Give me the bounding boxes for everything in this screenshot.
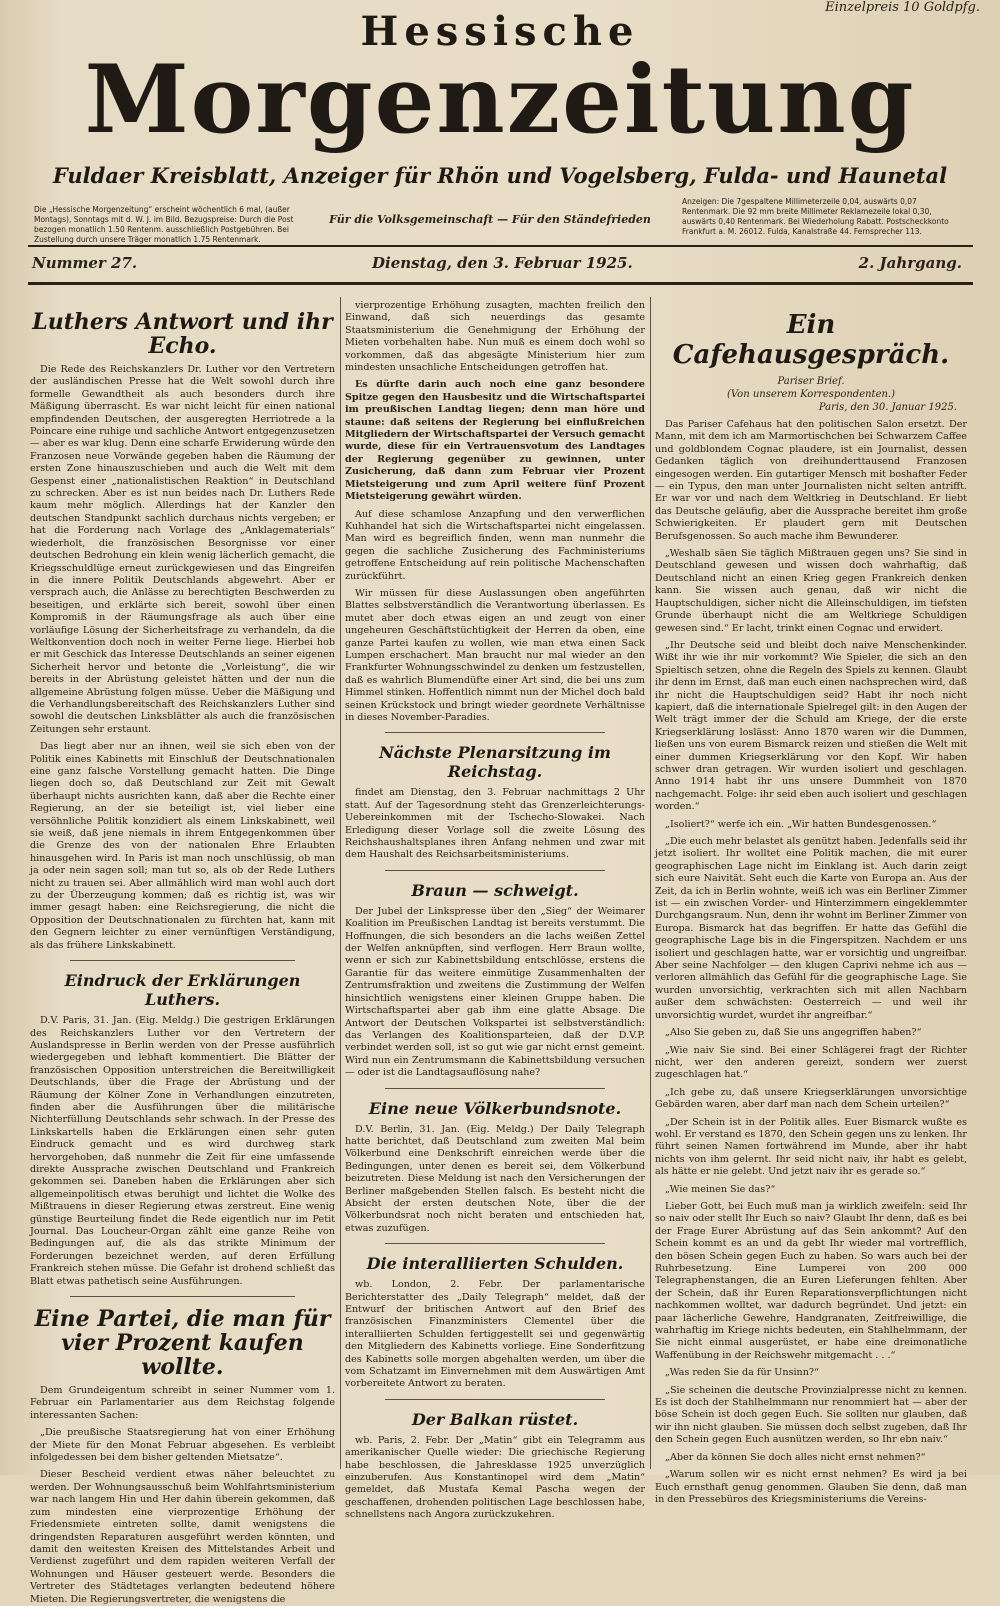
- column-2: [345, 300, 645, 1521]
- masthead-title: Morgenzeitung: [84, 45, 916, 155]
- article-paragraph: „Ich gebe zu, daß unsere Kriegserklärungen unvorsichtige Gebärden waren, aber darf man nach dem Schein urteilen?“: [655, 1086, 967, 1111]
- article-paragraph: „Weshalb säen Sie täglich Mißtrauen gegen uns? Sie sind in Deutschland gewesen und wissen doch wahrhaftig, daß Deutschland nicht an einen Krieg gegen Frankreich denken kann. Sie wissen auch genau, daß wir nicht die Hauptschuldigen, sicher nicht die Alleinschuldigen, im tiefsten Grunde überhaupt nicht die am Weltkriege Schuldigen gewesen sind.“ Er lacht, trinkt einen Cognac und erwidert.: [655, 548, 967, 634]
- article-paragraph: Dieser Bescheid verdient etwas näher beleuchtet zu werden. Der Wohnungsausschuß beim Wohlfahrtsministerium war nach langem Hin und Her dahin überein gekommen, daß zum mindesten eine vierprozentige Erhöhung der Friedensmiete eintreten sollte, damit wenigstens die dringendsten Reparaturen ausgeführt werden könnten, und damit den weitesten Kreisen des Mittelstandes Arbeit und Verdienst zugeführt und dem rapiden weiteren Verfall der Wohnungen und Häuser gesteuert werde. Besonders die Vertreter des Städtetages verlangten bedeutend höhere Mieten. Die Regierungsvertreter, die wenigstens die: [30, 1469, 335, 1605]
- article-paragraph: Lieber Gott, bei Euch muß man ja wirklich zweifeln: seid Ihr so naiv oder stellt Ihr Euch so naiv? Glaubt Ihr denn, daß es bei der Frage Eurer Abrüstung auf das Sein ankommt? Auf den Schein kommt es an und da gebt Ihr wieder mal vortrefflich, den bösen Schein gegen Euch zu haben. So wars auch bei der Ruhrbesetzung. Eine Lumperei von 200 000 Telegraphenstangen, die an Euren Lieferungen fehlten. Aber der Schein, daß ihr Euren Reparationsverpflichtungen nicht nachkommen wolltet, war dadurch begründet. Und jetzt: ein paar lächerliche Gewehre, Handgranaten, Zeitfreiwillige, die wahrhaftig im Kriege nichts bedeuten, ein Stahlhelmmann, der Sie nicht einmal ausgerüstet, er habe eine dreimonatliche Waffenübung in der Reichswehr mitgemacht . . .“: [655, 1200, 967, 1361]
- article-separator: [385, 732, 605, 733]
- article-title: Der Balkan rüstet.: [411, 1409, 579, 1429]
- masthead-subtitle: Fuldaer Kreisblatt, Anzeiger für Rhön und Vogelsberg, Fulda- und Haunetal: [52, 163, 948, 188]
- issue-date: Dienstag, den 3. Februar 1925.: [372, 254, 633, 272]
- article-title: Braun — schweigt.: [411, 880, 579, 900]
- article-separator: [70, 1296, 295, 1297]
- article-paragraph: Es dürfte darin auch noch eine ganz besondere Spitze gegen den Hausbesitz und die Wirtschaftspartei im preußischen Landtag liegen; denn man höre und staune: daß seitens der Regierung bei einflußreichen Mitgliedern der Wirtschaftspartei der Versuch gemacht wurde, diese für ein Vertrauensvotum des Landtages der Regierung gegenüber zu gewinnen, unter Zusicherung, daß dann zum Februar vier Prozent Mietsteigerung und zum April weitere fünf Prozent Mietsteigerung gewährt würden.: [345, 379, 645, 503]
- column-3: [655, 300, 967, 1505]
- article-separator: [70, 960, 295, 961]
- article-paragraph: D.V. Paris, 31. Jan. (Eig. Meldg.) Die gestrigen Erklärungen des Reichskanzlers Luther vor den Vertretern der Auslandspresse in Berlin werden von der Presse ausführlich wiedergegeben und lebhaft kommentiert. Die Blätter der französischen Opposition unterstreichen die Bereitwilligkeit Deutschlands, über die Frage der Abrüstung und der Räumung der Kölner Zone in Verhandlungen einzutreten, finden aber die Ausführungen über die militärische Nichterfüllung Deutschlands sehr schwach. In der Presse des Linkskartells haben die Erklärungen einen sehr guten Eindruck gemacht und es wird durchweg stark hervorgehoben, daß nunmehr die Zeit für eine umfassende direkte Aussprache zwischen Deutschland und Frankreich gekommen sei. Daneben haben die Erklärungen aber sich allgemeinpolitisch etwas beruhigt und lichtet die Wolke des Mißtrauens in dieser Regierung etwas zerstreut. Eine wenig günstige Beurteilung findet die Rede eigentlich nur im Petit Journal. Das Loucheur-Organ zählt eine ganze Reihe von Bedingungen auf, die als das strikte Minimum der Forderungen bezeichnet werden, auf deren Erfüllung Frankreich stehen müsse. Die Gefahr ist drohend schließt das Blatt etwas pathetisch seine Ausführungen.: [30, 1015, 335, 1287]
- article-title: Nächste Plenarsitzung im Reichstag.: [379, 743, 611, 782]
- article-paragraph: wb. Paris, 2. Febr. Der „Matin“ gibt ein Telegramm aus amerikanischer Quelle wieder: Die griechische Regierung habe beschlossen, die Jahresklasse 1925 unverzüglich einzuberufen. Aus Konstantinopel wird dem „Matin“ gemeldet, daß Mustafa Kemal Pascha wegen der geschaffenen, drohenden politischen Lage beschlossen habe, schnellstens nach Angora zurückzukehren.: [345, 1434, 645, 1521]
- article-kicker: Pariser Brief.: [777, 376, 845, 387]
- article-paragraph: „Isoliert?“ werfe ich ein. „Wir hatten Bundesgenossen.“: [665, 818, 937, 830]
- article-dateline: Paris, den 30. Januar 1925.: [818, 402, 957, 413]
- article-paragraph: Die Rede des Reichskanzlers Dr. Luther vor den Vertretern der ausländischen Presse hat die Welt sowohl durch ihre formelle Gewandtheit als auch besonders durch ihre Mäßigung überrascht. Es war nicht leicht für einen national empfindenden Deutschen, der ausgeregten Herriotrede a la Poincare eine ruhige und sachliche Antwort entgegenzusetzen — aber es war klug. Denn eine scharfe Erwiderung würde den Franzosen neue Vorwände gegeben haben die Räumung der ersten Zone hinauszuschieben und auch die Welt mit dem Gespenst einer „nationalistischen Reaktion“ in Deutschland zu schrecken. Aber es ist nun beides nach Dr. Luthers Rede kaum mehr möglich. Allerdings hat der Kanzler den deutschen Standpunkt sachlich durchaus nichts vergeben; er hat die Forderung nach Vorlage des „Anklagematerials“ wiederholt, die französischen Besorgnisse vor einer deutschen Bedrohung ein klein wenig lächerlich gemacht, die Kriegsschuldlüge erneut zurückgewiesen und das Eingreifen in die innere Politik Deutschlands abgewehrt. Aber er versprach auch, die Anlässe zu berechtigten Beschwerden zu beseitigen, und erklärte sich bereit, sowohl über einen Kompromiß in der Räumungsfrage als auch über eine vorläufige Lösung der Sicherheitsfrage zu verhandeln, da die Weltkonvention doch noch in weiter Ferne liege. Hierbei hob er mit Geschick das Interesse Deutschlands an seiner eigenen Sicherheit hervor und betonte die „Vorleistung“, die wir bereits in der Abrüstung geleistet hätten und der nun die allgemeine Abrüstung folgen müsse. Ueber die Mäßigung und die Verhandlungsbereitschaft des Reichskanzlers Luther sind sowohl die deutschen Linksblätter als auch die französischen Zeitungen sehr erstaunt.: [30, 364, 335, 735]
- article-title: Eine neue Völkerbundsnote.: [368, 1098, 622, 1118]
- column-divider: [650, 297, 651, 1469]
- article-byline: (Von unserem Korrespondenten.): [726, 389, 896, 400]
- dateline: [32, 254, 962, 276]
- motto: Für die Volksgemeinschaft — Für den Ständefrieden: [329, 213, 651, 226]
- article-separator: [385, 1399, 605, 1400]
- column-1: [30, 300, 335, 1605]
- article-paragraph: „Die preußische Staatsregierung hat von einer Erhöhung der Miete für den Monat Februar abgesehen. Es verbleibt infolgedessen bei dem bisher geltenden Mietsatze“.: [30, 1427, 335, 1464]
- article-paragraph: „Warum sollen wir es nicht ernst nehmen? Es wird ja bei Euch ernsthaft genug genommen. Glauben Sie denn, daß man in den Pressebüros des Kriegsministeriums die Vereins-: [655, 1469, 967, 1505]
- article-title: Eine Partei, die man für vier Prozent kaufen wollte.: [34, 1306, 331, 1381]
- article-paragraph: „Also Sie geben zu, daß Sie uns angegriffen haben?“: [665, 1027, 922, 1039]
- header-rule-top: [28, 245, 973, 247]
- article-paragraph: D.V. Berlin, 31. Jan. (Eig. Meldg.) Der Daily Telegraph hatte berichtet, daß Deutschland zum zweiten Mal beim Völkerbund eine Denkschrift einreichen werde über die Bedingungen, unter denen es bereit sei, dem Völkerbund beizutreten. Diese Meldung ist nach den Versicherungen der Berliner maßgebenden Stellen falsch. Es besteht nicht die Absicht der ersten deutschen Note, über die der Völkerbundsrat noch nicht beraten und entschieden hat, etwas zuzufügen.: [345, 1123, 645, 1234]
- issue-number: Nummer 27.: [32, 254, 138, 272]
- article-paragraph: wb. London, 2. Febr. Der parlamentarische Berichterstatter des „Daily Telegraph“ meldet, daß der Entwurf der britischen Antwort auf den Brief des französischen Finanzministers Clementel über die interalliierten Schulden fertiggestellt sei und gegenwärtig den Mitgliedern des Kabinetts vorliege. Eine Sonderfitzung des Kabinetts solle morgen abgehalten werden, um über die vom Schatzamt im Einvernehmen mit dem Auswärtigen Amt vorbereitete Antwort zu beraten.: [345, 1279, 645, 1390]
- article-paragraph: „Ihr Deutsche seid und bleibt doch naive Menschenkinder. Wißt ihr wie ihr mir vorkommt? Wie Spieler, die sich an den Spieltisch setzen, ohne die Regeln des Spiels zu kennen. Glaubt ihr denn im Ernst, daß man euch einen nachsprechen wird, daß ihr nicht die Hauptschuldigen seid? Habt ihr noch nicht kapiert, daß die internationale Spielregel gilt: in den Augen der Welt trägt immer der die Schuld am Kriege, der die erste Kriegserklärung loslässt: Anno 1870 waren wir die Dummen, ließen uns von eurem Bismarck reizen und stießen die Welt mit einer dummen Kriegserklärung vor den Kopf. Wir haben schwer dran getragen. Wir wurden isoliert und geschlagen. Anno 1914 habt ihr uns unsere Dummheit von 1870 nachgemacht. Folge: ihr seid eben auch isoliert und geschlagen worden.“: [655, 639, 967, 813]
- subscription-info: Die „Hessische Morgenzeitung“ erscheint wöchentlich 6 mal, (außer Montags), Sonntags mit d. W. J. im Bild. Bezugspreise: Durch die Post bezogen monatlich 1.50 Rentenm. ausschließlich Postgebühren. Bei Zustellung durch unsere Träger monatlich 1.75 Rentenmark.: [34, 205, 294, 244]
- article-separator: [385, 870, 605, 871]
- column-divider: [340, 297, 341, 1469]
- article-separator: [385, 1088, 605, 1089]
- masthead-top: Hessische: [360, 8, 640, 55]
- article-title: Luthers Antwort und ihr Echo.: [32, 309, 333, 359]
- article-paragraph: Wir müssen für diese Auslassungen oben angeführten Blattes selbstverständlich die Verantwortung überlassen. Es mutet aber doch etwas eigen an und zeugt von einer ungeheuren Geschäftstüchtigkeit der Herren da oben, eine ganze Partei kaufen zu wollen, wie man etwa einen Sack Lumpen erschachert. Man braucht nur mal wieder an den Frankfurter Wohnungsschwindel zu denken um festzustellen, daß es wahrlich Blumendüfte einer Art sind, die bei uns zum Himmel stinken. Hoffentlich nimmt nun der Michel doch bald seinen Krückstock und bringt wieder geordnete Verhältnisse in dieses November-Paradies.: [345, 587, 645, 723]
- article-title: Eindruck der Erklärungen Luthers.: [64, 971, 301, 1010]
- article-title: Ein Cafehausgespräch.: [672, 310, 950, 370]
- article-paragraph: „Was reden Sie da für Unsinn?“: [665, 1367, 819, 1379]
- article-paragraph: Dem Grundeigentum schreibt in seiner Nummer vom 1. Februar ein Parlamentarier aus dem Reichstag folgende interessanten Sachen:: [30, 1385, 335, 1421]
- article-paragraph: „Wie meinen Sie das?“: [665, 1183, 776, 1195]
- article-paragraph: Auf diese schamlose Anzapfung und den verwerflichen Kuhhandel hat sich die Wirtschaftspartei nicht eingelassen. Man wird es begreiflich finden, wenn man nunmehr die gegen die sachliche Zusicherung des Fachministeriums getroffene Entscheidung auf rein politische Machenschaften zurückführt.: [345, 508, 645, 582]
- article-paragraph: „Der Schein ist in der Politik alles. Euer Bismarck wußte es wohl. Er verstand es 1870, den Schein gegen uns zu lenken. Ihr führt seinen Namen fortwährend im Munde, aber ihr habt nichts von ihm gelernt. Ihr seid nicht naiv, ihr habt es gelebt, als hätte er nie gelebt. Und jetzt naiv ihr es gerade so.“: [655, 1116, 967, 1178]
- article-title: Die interalliierten Schulden.: [366, 1254, 624, 1274]
- article-paragraph: vierprozentige Erhöhung zusagten, machten freilich den Einwand, daß sich neuerdings das gesamte Staatsministerium die Genehmigung der Erhöhung der Mieten vorbehalten habe. Nun muß es einem doch wohl so vorkommen, daß das abgesägte Ministerium hier zum mindesten unsachliche Entscheidungen getroffen hat.: [345, 300, 645, 374]
- article-paragraph: „Die euch mehr belastet als genützt haben. Jedenfalls seid ihr jetzt isoliert. Ihr wolltet eine Politik machen, die mit eurer geographischen Lage nicht im Einklang ist. Auch darin zeigt sich eure Naivität. Seht euch die Karte von Europa an. Aus der Zeit, da ich in Berlin wohnte, weiß ich was ein Berliner Zimmer ist — ein zwischen Vorder- und Hinterzimmern eingeklemmter Durchgangsraum. Nun, denn ihr wohnt im Berliner Zimmer von Europa. Bismarck hat das begriffen. Er hatte das Gefühl die geographische Lage bis in die Fingerspitzen. Nachdem er uns isoliert und geschlagen hatte, war er vorsichtig und ungreifbar. Aber seine Nachfolger — den klugen Caprivi nehme ich aus — verloren allmählich das Gefühl für die geographische Lage. Sie wurden unvorsichtig, verkrachten sich mit allen Nachbarn außer dem schwächsten: Oesterreich — und weil ihr unvorsichtig wurdet, wurdet ihr angreifbar.“: [655, 836, 967, 1021]
- article-paragraph: „Wie naiv Sie sind. Bei einer Schlägerei fragt der Richter nicht, wer den anderen gereizt, sondern wer zuerst zugeschlagen hat.“: [655, 1044, 967, 1081]
- price-label: Einzelpreis 10 Goldpfg.: [825, 0, 980, 15]
- article-separator: [385, 1243, 605, 1244]
- article-paragraph: findet am Dienstag, den 3. Februar nachmittags 2 Uhr statt. Auf der Tagesordnung steht das Grenzerleichterungs-Uebereinkommen mit der Tschecho-Slowakei. Nach Erledigung dieser Vorlage soll die zweite Lösung des Reichshaushaltsplanes ihren Anfang nehmen und zwar mit dem Haushalt des Reichsarbeitsministeriums.: [345, 787, 645, 861]
- advertising-info: Anzeigen: Die 7gespaltene Millimeterzeile 0,04, auswärts 0,07 Rentenmark. Die 92 mm breite Millimeter Reklamezeile lokal 0,30, auswärts 0,40 Rentenmark. Bei Wiederholung Rabatt. Postscheckkonto Frankfurt a. M. 26012. Fulda, Kanalstraße 44. Fernsprecher 113.: [682, 197, 949, 236]
- article-paragraph: „Aber da können Sie doch alles nicht ernst nehmen?“: [665, 1451, 926, 1463]
- header-rule-bottom: [28, 282, 973, 285]
- issue-volume: 2. Jahrgang.: [858, 254, 962, 272]
- article-paragraph: Das liegt aber nur an ihnen, weil sie sich eben von der Politik eines Kabinetts mit Einschluß der Deutschnationalen eine ganz falsche Vorstellung gemacht hatten. Die Dinge liegen doch so, daß Deutschland zur Zeit mit Gewalt überhaupt nichts ausrichten kann, daß aber die Rechte einer Regierung, an der sie beteiligt ist, viel lieber eine versöhnliche Politik konzidiert als einem Linkskabinett, weil sie weiß, daß jene niemals in ihrem Entgegenkommen über die Grenze des von der nationalen Ehre Erlaubten hinausgehen wird. In Paris ist man noch unschlüssig, ob man ja oder nein sagen soll; man tut so, als ob der Rede Luthers nicht zu trauen sei. Aber allmählich wird man wohl auch dort zu der Überzeugung kommen; daß es richtig ist, was wir immer gesagt haben: eine Reichsregierung, die nicht die Opposition der Deutschnationalen zu fürchten hat, kann mit den Gegnern leichter zu einer vernünftigen Verständigung, als das frühere Linkskabinett.: [30, 741, 335, 951]
- article-paragraph: Der Jubel der Linkspresse über den „Sieg“ der Weimarer Koalition im Preußischen Landtag ist bereits verstummt. Die Hoffnungen, die sich besonders an die lachs weißen Zettel der Welfen anknüpften, sind verflogen. Herr Braun wollte, wenn er sich zur Kabinettsbildung entschlösse, erstens die Garantie für das weitere einmütige Zusammenhalten der Zentrumsfraktion und zweitens die Zustimmung der Welfen hinsichtlich wenigstens einer kleinen Gruppe haben. Die Wirtschaftspartei aber gab ihm eine glatte Absage. Die Antwort der Deutschen Volkspartei ist selbstverständlich: das Verlangen des Koalitionsparteien, daß der D.V.P. verbindet werden soll, ist so gut wie gar nicht ernst gemeint. Wird nun ein Zentrumsmann die Kabinettsbildung versuchen — oder ist die Landtagsauflösung nahe?: [345, 905, 645, 1079]
- article-paragraph: Das Pariser Cafehaus hat den politischen Salon ersetzt. Der Mann, mit dem ich am Marmortischchen bei Schwarzem Caffee und goldblondem Cognac plaudere, ist ein Journalist, dessen Gedanken täglich von dreihunderttausend Franzosen eingesogen werden. Ein gutartiger Mensch mit boshafter Feder — ein Typus, den man unter Journalisten nicht selten antrifft. Er war vor und nach dem Weltkrieg in Deutschland. Er liebt das Deutsche geläufig, aber die Aussprache bereitet ihm große Schwierigkeiten. Er plaudert gern mit Deutschen Berufsgenossen. So auch mache ihm Bewunderer.: [655, 419, 967, 542]
- article-paragraph: „Sie scheinen die deutsche Provinzialpresse nicht zu kennen. Es ist doch der Stahlhelmmann nur renommiert hat — aber der böse Schein ist doch gegen Euch. Sie sollten nur glauben, daß wir ihn nicht glauben. Sie müssen doch selbst zugeben, daß Ihr den Schein gegen Euch ausnützen werden, so Ihr ebn naiv.“: [655, 1384, 967, 1446]
